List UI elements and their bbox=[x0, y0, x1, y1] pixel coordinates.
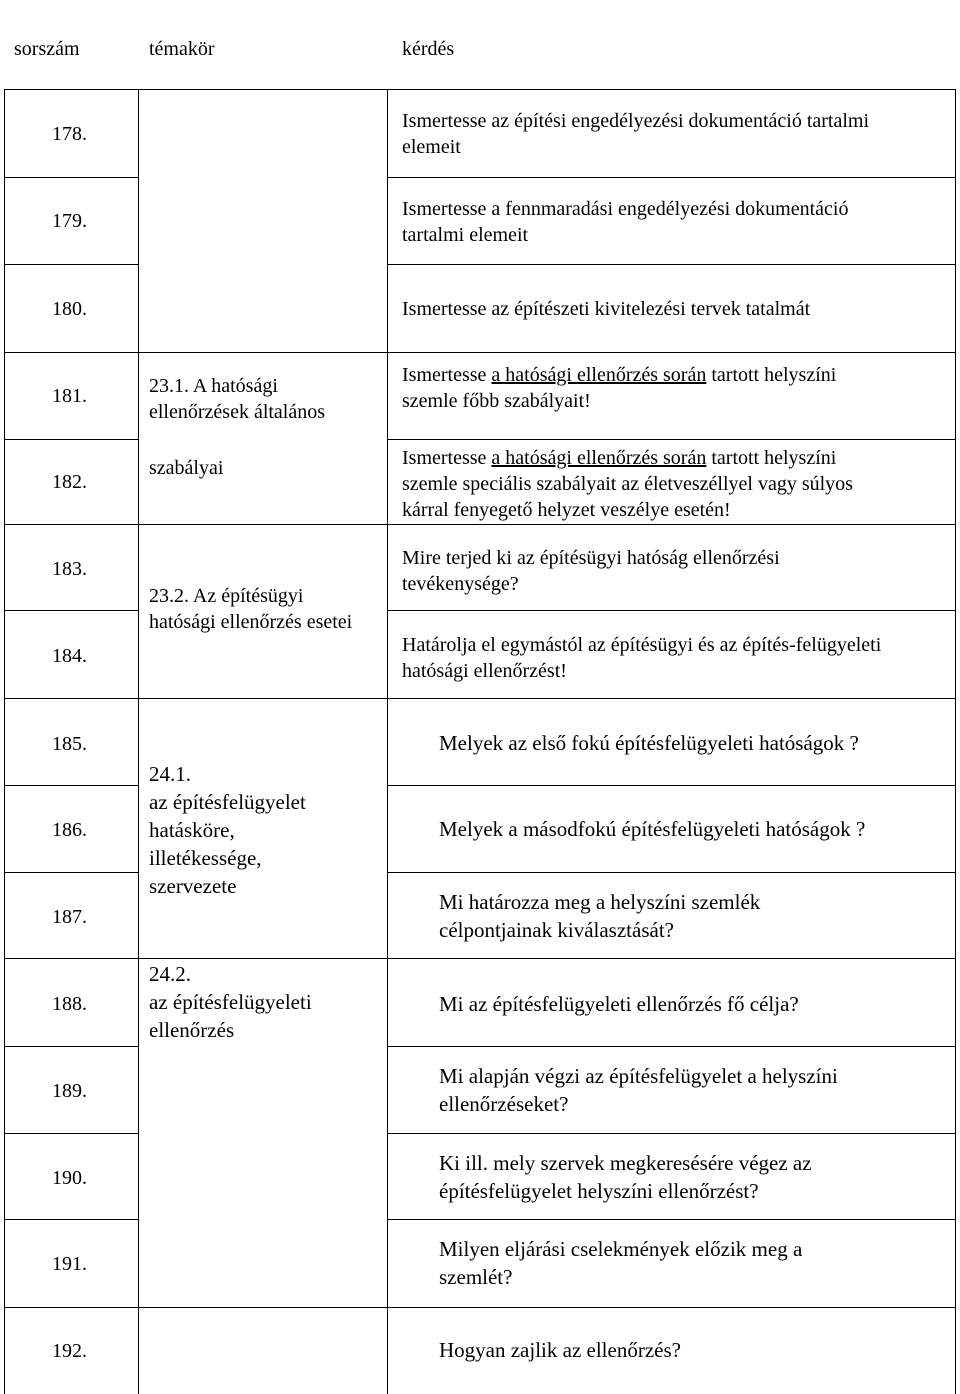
topic-label: 23.1. A hatósági ellenőrzések általános bbox=[149, 375, 326, 423]
row-question: Milyen eljárási cselekmények előzik meg a szemlét? bbox=[439, 1237, 803, 1289]
underlined-phrase: a hatósági ellenőrzés során bbox=[491, 447, 707, 469]
row-number: 181. bbox=[52, 385, 87, 407]
row-question: Ismertesse az építészeti kivitelezési tervek tatalmát bbox=[402, 298, 811, 320]
row-number: 187. bbox=[52, 906, 87, 928]
row-number: 189. bbox=[52, 1080, 87, 1102]
row-number: 184. bbox=[52, 645, 87, 667]
row-number: 191. bbox=[52, 1253, 87, 1275]
row-question: Mi határozza meg a helyszíni szemlék célpontjainak kiválasztását? bbox=[439, 890, 761, 942]
row-number: 183. bbox=[52, 558, 87, 580]
row-question: Melyek a másodfokú építésfelügyeleti hatóságok ? bbox=[439, 817, 866, 841]
topic-label: 23.2. Az építésügyi hatósági ellenőrzés esetei bbox=[149, 585, 353, 633]
row-question: Határolja el egymástól az építésügyi és az építés-felügyeleti hatósági ellenőrzést! bbox=[402, 634, 882, 682]
row-number: 182. bbox=[52, 471, 87, 493]
row-number: 178. bbox=[52, 123, 87, 145]
row-question: Ismertesse a fennmaradási engedélyezési dokumentáció tartalmi elemeit bbox=[402, 198, 849, 246]
row-question: Hogyan zajlik az ellenőrzés? bbox=[439, 1338, 681, 1362]
row-number: 190. bbox=[52, 1167, 87, 1189]
header-number: sorszám bbox=[14, 38, 80, 60]
row-number: 185. bbox=[52, 733, 87, 755]
topic-label: 24.1. az építésfelügyelet hatásköre, illetékessége, szervezete bbox=[149, 762, 306, 898]
topic-label: 24.2. az építésfelügyeleti ellenőrzés bbox=[149, 962, 312, 1042]
topic-label-continued: szabályai bbox=[149, 457, 224, 479]
row-number: 192. bbox=[52, 1340, 87, 1362]
row-number: 179. bbox=[52, 210, 87, 232]
row-number: 186. bbox=[52, 819, 87, 841]
row-question: Mi az építésfelügyeleti ellenőrzés fő célja? bbox=[439, 992, 799, 1016]
row-question: Ki ill. mely szervek megkeresésére végez az építésfelügyelet helyszíni ellenőrzést? bbox=[439, 1151, 812, 1203]
header-question: kérdés bbox=[402, 38, 455, 60]
underlined-phrase: a hatósági ellenőrzés során bbox=[491, 364, 707, 386]
row-number: 188. bbox=[52, 993, 87, 1015]
row-question: Mire terjed ki az építésügyi hatóság ellenőrzési tevékenysége? bbox=[402, 547, 780, 595]
row-question: Ismertesse az építési engedélyezési dokumentáció tartalmi elemeit bbox=[402, 110, 870, 158]
row-number: 180. bbox=[52, 298, 87, 320]
row-question: Ismertesse a hatósági ellenőrzés során tartott helyszíni szemle speciális szabályait az életveszéllyel vagy súlyos kárral fenyegető helyzet veszélye esetén! bbox=[402, 447, 853, 521]
row-question: Melyek az első fokú építésfelügyeleti hatóságok ? bbox=[439, 731, 859, 755]
row-question: Mi alapján végzi az építésfelügyelet a helyszíni ellenőrzéseket? bbox=[439, 1064, 838, 1116]
header-topic: témakör bbox=[149, 38, 215, 60]
row-question: Ismertesse a hatósági ellenőrzés során tartott helyszíni szemle főbb szabályait! bbox=[402, 364, 837, 412]
